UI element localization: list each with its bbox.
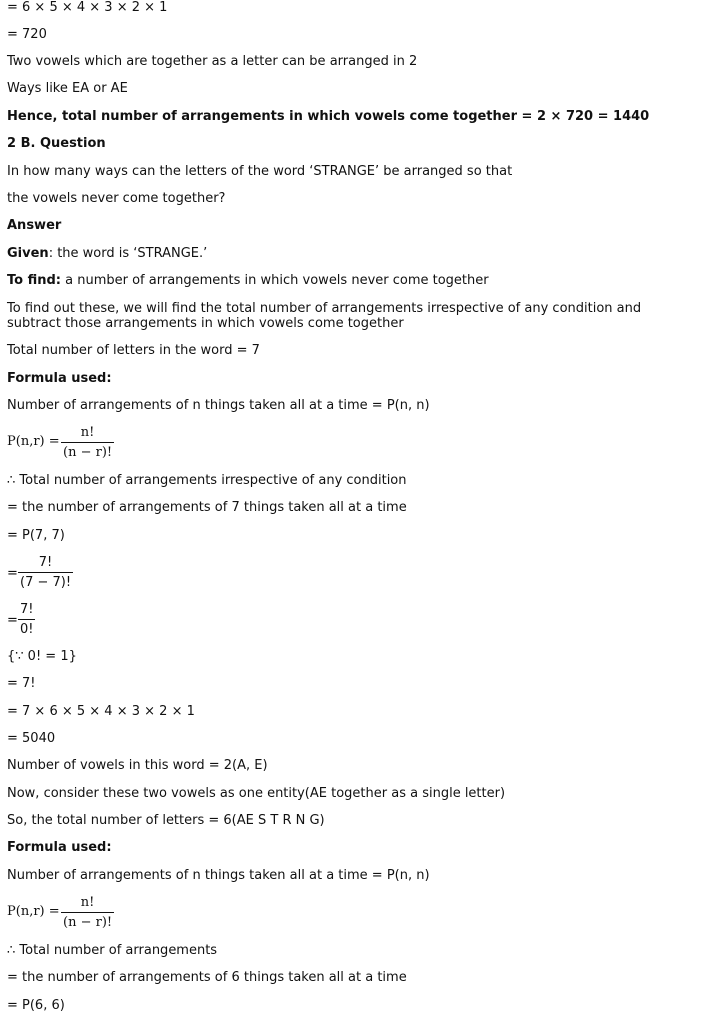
calc-line: = 7 × 6 × 5 × 4 × 3 × 2 × 1 xyxy=(7,704,195,719)
formula-heading: Formula used: xyxy=(7,371,112,386)
fraction-numerator: n! xyxy=(80,895,95,910)
text-line: Total number of letters in the word = 7 xyxy=(7,343,260,358)
to-find-text: a number of arrangements in which vowels never come together xyxy=(61,273,489,288)
to-find-line xyxy=(7,273,489,289)
calc-line: = 5040 xyxy=(7,731,56,746)
text-line: Number of arrangements of n things taken all at a time = P(n, n) xyxy=(7,868,430,883)
text-line: = the number of arrangements of 7 things taken all at a time xyxy=(7,500,407,515)
answer-heading: Answer xyxy=(7,218,62,233)
text-line: Now, consider these two vowels as one entity(AE together as a single letter) xyxy=(7,786,506,801)
fraction-denominator: (7 − 7)! xyxy=(18,572,73,590)
given-text: : the word is ‘STRANGE.’ xyxy=(48,246,208,261)
question-heading: 2 B. Question xyxy=(7,136,106,151)
equals-sign: = xyxy=(7,566,18,581)
text-line: Number of vowels in this word = 2(A, E) xyxy=(7,758,268,773)
text-line: Two vowels which are together as a letter can be arranged in 2 xyxy=(7,54,418,69)
text-line: ∴ Total number of arrangements xyxy=(7,943,218,958)
calc-line: = 720 xyxy=(7,27,47,42)
calc-line: = 7! xyxy=(7,676,36,691)
formula-heading: Formula used: xyxy=(7,840,112,855)
calc-line: = 6 × 5 × 4 × 3 × 2 × 1 xyxy=(7,0,168,15)
fraction-numerator: 7! xyxy=(20,602,34,617)
question-text: In how many ways can the letters of the word ‘STRANGE’ be arranged so that xyxy=(7,164,513,179)
text-line: Ways like EA or AE xyxy=(7,81,128,96)
fraction-denominator: 0! xyxy=(18,619,35,637)
fraction-numerator: n! xyxy=(80,425,95,440)
to-find-label: To find: xyxy=(7,273,61,288)
fraction-denominator: (n − r)! xyxy=(61,912,114,930)
text-line: So, the total number of letters = 6(AE S T R N G) xyxy=(7,813,325,828)
calc-line: = P(7, 7) xyxy=(7,528,65,543)
permutation-formula xyxy=(61,425,114,460)
given-line xyxy=(7,246,207,262)
fraction-7-over-0-factorial xyxy=(18,602,35,637)
fraction-numerator: 7! xyxy=(38,555,53,570)
text-line: = the number of arrangements of 6 things taken all at a time xyxy=(7,970,407,985)
given-label: Given xyxy=(7,246,49,261)
formula-lhs: P(n,r) = xyxy=(7,904,60,919)
text-paragraph: To find out these, we will find the total number of arrangements irrespective of any condition and subtract those arrangements in which vowels come together xyxy=(7,301,642,331)
text-line: ∴ Total number of arrangements irrespective of any condition xyxy=(7,473,407,488)
fraction-7-over-0 xyxy=(18,555,73,590)
calc-line: = P(6, 6) xyxy=(7,998,65,1013)
text-line: Number of arrangements of n things taken all at a time = P(n, n) xyxy=(7,398,430,413)
formula-lhs: P(n,r) = xyxy=(7,434,60,449)
fraction-denominator: (n − r)! xyxy=(61,442,114,460)
permutation-formula xyxy=(61,895,114,930)
equals-sign: = xyxy=(7,613,18,628)
question-text: the vowels never come together? xyxy=(7,191,226,206)
result-line: Hence, total number of arrangements in which vowels come together = 2 × 720 = 1440 xyxy=(7,109,650,124)
note-line: {∵ 0! = 1} xyxy=(7,649,77,664)
